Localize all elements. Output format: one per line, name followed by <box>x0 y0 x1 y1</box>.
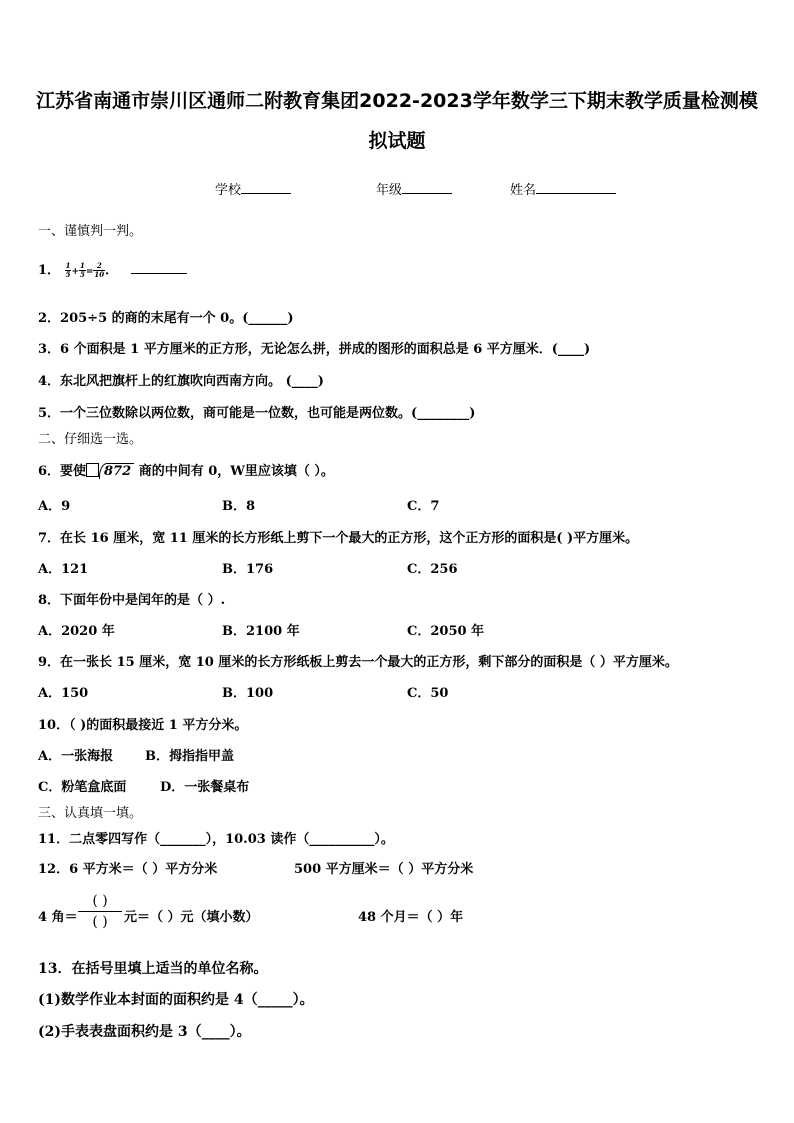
question-12-part-2: 500 平方厘米＝（ ）平方分米 <box>294 862 474 877</box>
fraction-1: $\frac{1}{5}$ <box>65 261 71 279</box>
question-1: 1． $\frac{1}{5}$ + $\frac{1}{5}$ = $\frac{2}{10}$ ． <box>38 262 187 280</box>
q9-option-c[interactable]: C．50 <box>407 686 449 701</box>
q6-option-a[interactable]: A．9 <box>38 499 71 514</box>
school-blank[interactable] <box>241 193 291 194</box>
name-label: 姓名 <box>510 183 537 198</box>
grade-field[interactable] <box>376 183 452 199</box>
question-5: 5．一个三位数除以两位数，商可能是一位数，也可能是两位数。(________) <box>38 406 476 421</box>
fraction-denominator-blank[interactable]: ( ) <box>92 914 108 930</box>
long-division-symbol: 872 <box>99 463 134 479</box>
section-1-heading: 一、谨慎判一判。 <box>38 224 143 239</box>
fraction-3: $\frac{2}{10}$ <box>94 261 105 279</box>
q6-option-c[interactable]: C．7 <box>407 499 440 514</box>
name-field[interactable] <box>510 183 616 199</box>
question-12-part-1: 12．6 平方米＝（ ）平方分米 <box>38 862 218 877</box>
fraction-numerator-blank[interactable]: ( ) <box>92 893 108 909</box>
question-7: 7．在长 16 厘米，宽 11 厘米的长方形纸上剪下一个最大的正方形，这个正方形的面积是( )平方厘米。 <box>38 531 639 546</box>
question-13-sub-1: (1)数学作业本封面的面积约是 4（_____）。 <box>38 992 314 1008</box>
fraction-2: $\frac{1}{5}$ <box>80 261 85 279</box>
question-12-part-4: 48 个月＝（ ）年 <box>358 910 464 925</box>
question-12-part-3-text: 元＝（ ）元（填小数） <box>124 910 259 925</box>
page-title-line2: 拟试题 <box>368 130 426 152</box>
q9-option-b[interactable]: B．100 <box>222 686 274 701</box>
grade-label: 年级 <box>376 183 403 198</box>
question-3: 3．6 个面积是 1 平方厘米的正方形，无论怎么拼，拼成的图形的面积总是 6 平方厘米．(____) <box>38 342 591 357</box>
q8-option-b[interactable]: B．2100 年 <box>222 624 300 639</box>
section-3-heading: 三、认真填一填。 <box>38 806 143 821</box>
q6-option-b[interactable]: B．8 <box>222 499 256 514</box>
question-8: 8．下面年份中是闰年的是（ ）. <box>38 593 226 608</box>
q10-option-d[interactable]: D．一张餐桌布 <box>160 780 250 795</box>
q10-option-a[interactable]: A．一张海报 <box>38 749 114 764</box>
q10-option-c[interactable]: C．粉笔盒底面 <box>38 780 127 795</box>
q10-option-b[interactable]: B．拇指指甲盖 <box>145 749 234 764</box>
q9-option-a[interactable]: A．150 <box>38 686 89 701</box>
question-13-sub-2: (2)手表表盘面积约是 3（____）。 <box>38 1024 251 1040</box>
q8-option-a[interactable]: A．2020 年 <box>38 624 115 639</box>
question-12-part-3-label: 4 角＝ <box>38 910 78 925</box>
blank-box <box>86 463 99 477</box>
question-11: 11．二点零四写作（_______），10.03 读作（__________）。 <box>38 832 394 847</box>
question-2: 2．205÷5 的商的末尾有一个 0。(______) <box>38 311 294 326</box>
q7-option-b[interactable]: B．176 <box>222 562 274 577</box>
name-blank[interactable] <box>536 193 616 194</box>
question-10: 10．（ )的面积最接近 1 平方分米。 <box>38 718 248 733</box>
school-label: 学校 <box>215 183 242 198</box>
question-4: 4．东北风把旗杆上的红旗吹向西南方向。 (____) <box>38 374 324 389</box>
school-field[interactable] <box>215 183 291 199</box>
page-title-line1: 江苏省南通市崇川区通师二附教育集团2022-2023学年数学三下期末教学质量检测模 <box>36 90 758 112</box>
fraction-bar <box>78 911 122 912</box>
q12-fraction <box>78 893 122 930</box>
grade-blank[interactable] <box>402 193 452 194</box>
section-2-heading: 二、仔细选一选。 <box>38 432 143 447</box>
question-9: 9．在一张长 15 厘米，宽 10 厘米的长方形纸板上剪去一个最大的正方形，剩下部分的面积是（ ）平方厘米。 <box>38 655 678 670</box>
q8-option-c[interactable]: C．2050 年 <box>407 624 485 639</box>
q7-option-c[interactable]: C．256 <box>407 562 458 577</box>
question-13: 13．在括号里填上适当的单位名称。 <box>38 961 268 977</box>
q1-answer-blank[interactable] <box>131 273 187 274</box>
q7-option-a[interactable]: A．121 <box>38 562 89 577</box>
question-6: 6．要使 872 商的中间有 0，W里应该填（ ）。 <box>38 464 334 479</box>
